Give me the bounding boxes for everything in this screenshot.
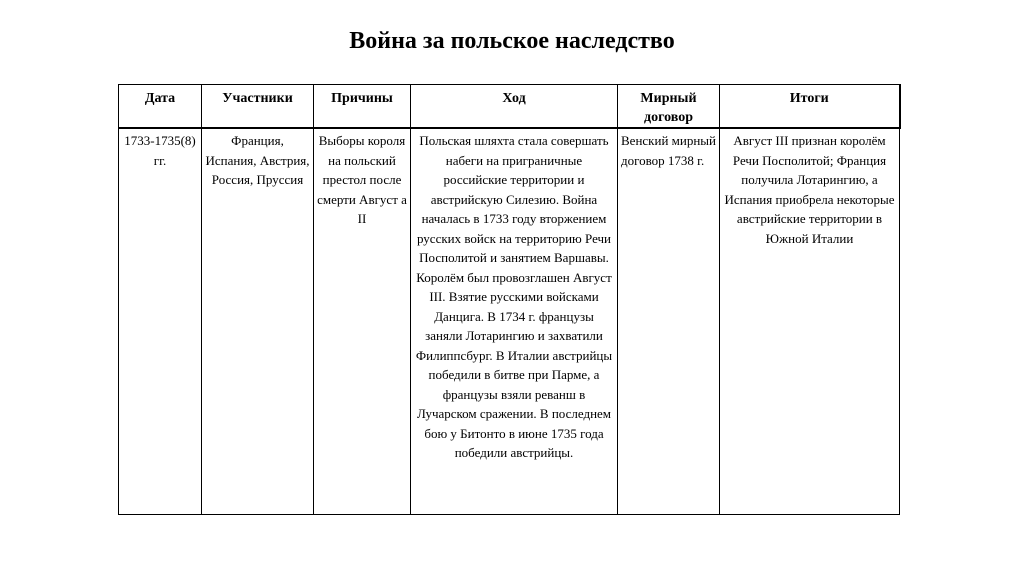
header-results: Итоги (720, 85, 900, 129)
header-course: Ход (411, 85, 618, 129)
cell-course: Польская шляхта стала совершать набеги на приграничные российские территории и австрийскую Силезию. Война началась в 1733 году вторжением русских войск на территорию Речи Посполитой и занятием Варшавы. Королём был провозглашен Август III. Взятие русскими войсками Данцига. В 1734 г. французы заняли Лотарингию и захватили Филиппсбург. В Италии австрийцы победили в битве при Парме, а французы взяли реванш в Лучарском сражении. В последнем бою у Битонто в июне 1735 года победили австрийцы. (411, 128, 618, 514)
cell-participants: Франция, Испания, Австрия, Россия, Пруссия (202, 128, 314, 514)
cell-date: 1733-1735(8) гг. (119, 128, 202, 514)
page-title: Война за польское наследство (349, 28, 675, 54)
cell-causes: Выборы короля на польский престол после смерти Август а II (314, 128, 411, 514)
table-header-row (119, 85, 900, 129)
header-treaty: Мирный договор (618, 85, 720, 129)
history-table (118, 84, 901, 515)
header-causes: Причины (314, 85, 411, 129)
header-date: Дата (119, 85, 202, 129)
header-participants: Участники (202, 85, 314, 129)
table-row (119, 128, 900, 514)
cell-results: Август III признан королём Речи Посполитой; Франция получила Лотарингию, а Испания приобрела некоторые австрийские территории в Южной Италии (720, 128, 900, 514)
cell-treaty: Венский мирный договор 1738 г. (618, 128, 720, 514)
